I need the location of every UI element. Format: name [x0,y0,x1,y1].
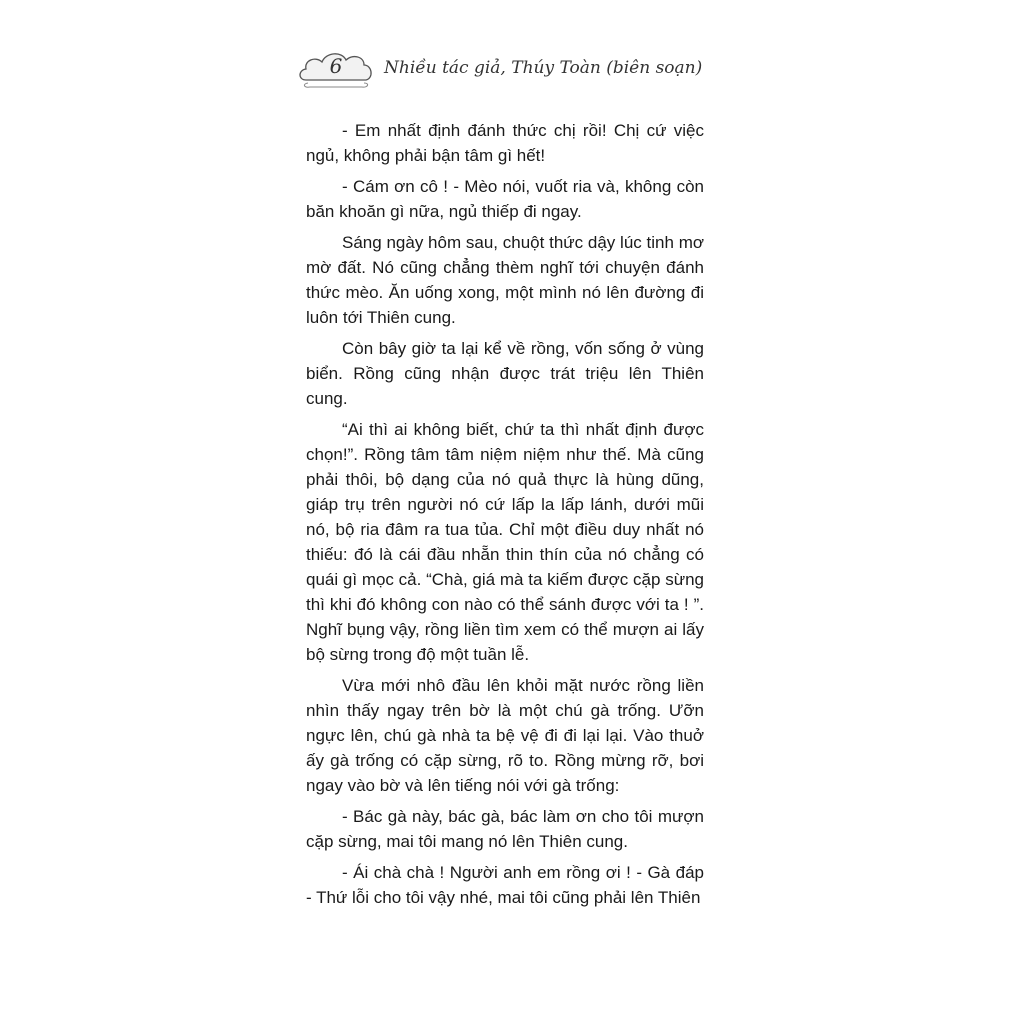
paragraph: Vừa mới nhô đầu lên khỏi mặt nước rồng liền nhìn thấy ngay trên bờ là một chú gà trống. Ưỡn ngực lên, chú gà nhà ta bệ vệ đi đi lại lại. Vào thuở ấy gà trống có cặp sừng, rõ to. Rồng mừng rỡ, bơi ngay vào bờ và lên tiếng nói với gà trống: [306,676,704,795]
paragraph: - Cám ơn cô ! - Mèo nói, vuốt ria và, không còn băn khoăn gì nữa, ngủ thiếp đi ngay. [306,177,704,221]
page-header [296,46,716,92]
paragraph: - Bác gà này, bác gà, bác làm ơn cho tôi mượn cặp sừng, mai tôi mang nó lên Thiên cung. [306,807,704,851]
paragraph: - Em nhất định đánh thức chị rồi! Chị cứ việc ngủ, không phải bận tâm gì hết! [306,121,704,165]
paragraph: Sáng ngày hôm sau, chuột thức dậy lúc tinh mơ mờ đất. Nó cũng chẳng thèm nghĩ tới chuyện đánh thức mèo. Ăn uống xong, một mình nó lên đường đi luôn tới Thiên cung. [306,233,704,327]
page-number: 6 [329,54,343,78]
body-text [306,118,704,916]
paragraph: Còn bây giờ ta lại kể về rồng, vốn sống ở vùng biển. Rồng cũng nhận được trát triệu lên Thiên cung. [306,339,704,408]
paragraph: “Ai thì ai không biết, chứ ta thì nhất định được chọn!”. Rồng tâm tâm niệm niệm như thế. Mà cũng phải thôi, bộ dạng của nó quả thực là hùng dũng, giáp trụ trên người nó cứ lấp la lấp lánh, dưới mũi nó, bộ ria đâm ra tua tủa. Chỉ một điều duy nhất nó thiếu: đó là cái đầu nhẵn thin thín của nó chẳng có quái gì mọc cả. “Chà, giá mà ta kiếm được cặp sừng thì khi đó không con nào có thể sánh được với ta ! ”. Nghĩ bụng vậy, rồng liền tìm xem có thể mượn ai lấy bộ sừng trong độ một tuần lễ. [306,420,704,664]
running-head: Nhiều tác giả, Thúy Toàn (biên soạn) [384,58,703,78]
paragraph: - Ái chà chà ! Người anh em rồng ơi ! - Gà đáp - Thứ lỗi cho tôi vậy nhé, mai tôi cũng phải lên Thiên [306,863,704,907]
